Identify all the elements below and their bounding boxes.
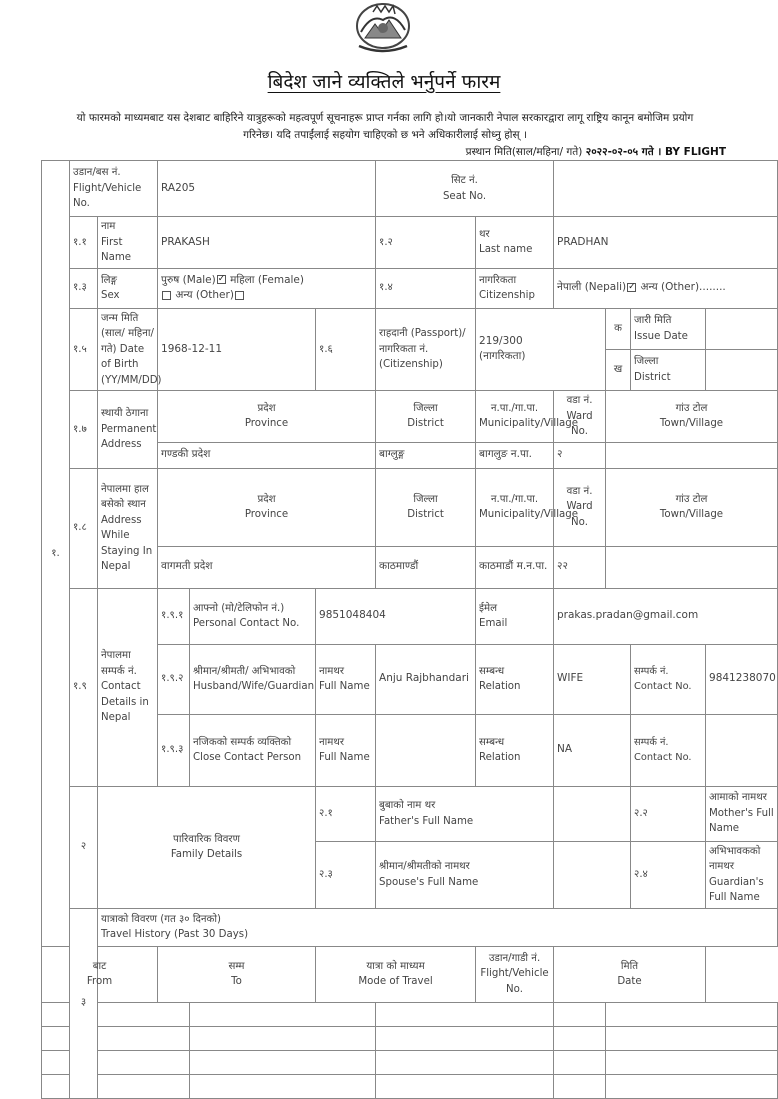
stay-town-value[interactable]: [606, 546, 778, 588]
perm-province-header: प्रदेश Province: [158, 391, 376, 443]
guardian-relation-label: सम्बन्ध Relation: [476, 644, 554, 714]
departure-date-line: [466, 145, 726, 159]
flight-label: उडान/बस नं. Flight/Vehicle No.: [70, 161, 158, 217]
other-sex-checkbox-2[interactable]: [235, 291, 244, 300]
other-sex-checkbox[interactable]: [162, 291, 171, 300]
stay-town-header: गांउ टोल Town/Village: [606, 468, 778, 546]
perm-municipality-header: न.पा./गा.पा. Municipality/Village: [476, 391, 554, 443]
close-contact-value[interactable]: [706, 714, 778, 786]
guardian-relation-value[interactable]: WIFE: [554, 644, 631, 714]
perm-ward-header: वडा नं. Ward No.: [554, 391, 606, 443]
perm-district-value[interactable]: बाग्लुङ्ग: [376, 442, 476, 468]
perm-town-value[interactable]: [606, 442, 778, 468]
travel-to-header: सम्म To: [158, 946, 316, 1002]
email-value[interactable]: prakas.pradan@gmail.com: [554, 588, 778, 644]
perm-district-header: जिल्ला District: [376, 391, 476, 443]
guardian-contact-value[interactable]: 9841238070: [706, 644, 778, 714]
personal-num: १.९.१: [158, 588, 190, 644]
travel-flight-cell[interactable]: [554, 1074, 606, 1098]
contact-num: १.९: [70, 588, 98, 786]
sex-options: पुरुष (Male)✓ महिला (Female) अन्य (Other): [158, 268, 376, 308]
contact-label: नेपालमा सम्पर्क नं. Contact Details in Nepal: [98, 588, 158, 786]
first-name-value[interactable]: PRAKASH: [158, 217, 376, 269]
close-num: १.९.३: [158, 714, 190, 786]
issue-date-label: जारी मिति Issue Date: [631, 308, 706, 349]
stay-district-header: जिल्ला District: [376, 468, 476, 546]
dob-num: १.५: [70, 308, 98, 391]
flight-value[interactable]: RA205: [158, 161, 376, 217]
perm-municipality-value[interactable]: बागलुङ न.पा.: [476, 442, 554, 468]
nepal-emblem-icon: [351, 2, 415, 54]
travel-row: [42, 1002, 778, 1026]
passport-num: १.६: [316, 308, 376, 391]
travel-to-cell[interactable]: [190, 1026, 376, 1050]
mother-num: २.२: [631, 786, 706, 841]
travel-date-cell[interactable]: [606, 1002, 778, 1026]
travel-mode-cell[interactable]: [376, 1002, 554, 1026]
close-label: नजिकको सम्पर्क व्यक्तिको Close Contact Person: [190, 714, 316, 786]
first-name-label: नाम First Name: [98, 217, 158, 269]
father-label: बुबाको नाम थर Father's Full Name: [376, 786, 554, 841]
stay-district-value[interactable]: काठमाण्डौं: [376, 546, 476, 588]
travel-flight-cell[interactable]: [554, 1002, 606, 1026]
personal-label: आफ्नो (मो/टेलिफोन नं.) Personal Contact No.: [190, 588, 316, 644]
mother-label: आमाको नामथर Mother's Full Name: [706, 786, 778, 841]
travel-date-cell[interactable]: [606, 1026, 778, 1050]
travel-from-cell[interactable]: [98, 1026, 190, 1050]
travel-mode-cell[interactable]: [376, 1074, 554, 1098]
travel-row: [42, 1026, 778, 1050]
intro-line-2: गरिनेछ। यदि तपाईंलाई सहयोग चाहिएको छ भने अधिकारीलाई सोध्नु होस् ।: [243, 129, 527, 141]
departure-date-value: २०२२-०२-०५ गते । BY FLIGHT: [585, 146, 726, 158]
family-details-label: पारिवारिक विवरण Family Details: [98, 786, 316, 908]
travel-row: [42, 1074, 778, 1098]
travel-mode-header: यात्रा को माध्यम Mode of Travel: [316, 946, 476, 1002]
travel-flight-header: उडान/गाडी नं. Flight/Vehicle No.: [476, 946, 554, 1002]
citizenship-label: नागरिकता Citizenship: [476, 268, 554, 308]
spouse-num: २.३: [316, 841, 376, 908]
travel-mode-cell[interactable]: [376, 1026, 554, 1050]
staying-label: नेपालमा हाल बसेको स्थान Address While Staying In Nepal: [98, 468, 158, 588]
guardian-family-num: २.४: [631, 841, 706, 908]
citizenship-num: १.४: [376, 268, 476, 308]
close-fullname-label: नामथर Full Name: [316, 714, 376, 786]
departure-form-table: [41, 160, 778, 1099]
last-name-label: थर Last name: [476, 217, 554, 269]
travel-history-title: यात्राको विवरण (गत ३० दिनको) Travel History (Past 30 Days): [98, 908, 778, 946]
spouse-label: श्रीमान/श्रीमतीको नामथर Spouse's Full Name: [376, 841, 554, 908]
staying-num: १.८: [70, 468, 98, 588]
perm-ward-value[interactable]: २: [554, 442, 606, 468]
last-name-value[interactable]: PRADHAN: [554, 217, 778, 269]
issue-kha: ख: [606, 349, 631, 390]
stay-municipality-value[interactable]: काठमाडौं म.न.पा.: [476, 546, 554, 588]
travel-to-cell[interactable]: [190, 1050, 376, 1074]
dob-value[interactable]: 1968-12-11: [158, 308, 316, 391]
form-title: बिदेश जाने व्यक्तिले भर्नुपर्ने फारम: [267, 71, 501, 93]
permanent-label: स्थायी ठेगाना Permanent Address: [98, 391, 158, 469]
close-contact-label: सम्पर्क नं. Contact No.: [631, 714, 706, 786]
travel-row: [42, 1050, 778, 1074]
issue-ka: क: [606, 308, 631, 349]
guardian-label: श्रीमान/श्रीमती/ अभिभावको Husband/Wife/Guardian: [190, 644, 316, 714]
guardian-fullname-label: नामथर Full Name: [316, 644, 376, 714]
close-name-value[interactable]: [376, 714, 476, 786]
dob-label: जन्म मिति (साल/ महिना/गते) Date of Birth (YY/MM/DD): [98, 308, 158, 391]
travel-from-cell[interactable]: [98, 1050, 190, 1074]
travel-from-cell[interactable]: [98, 1074, 190, 1098]
stay-province-value[interactable]: वागमती प्रदेश: [158, 546, 376, 588]
issue-district-label: जिल्ला District: [631, 349, 706, 390]
citizenship-options: नेपाली (Nepali)✓ अन्य (Other)........: [554, 268, 778, 308]
travel-mode-cell[interactable]: [376, 1050, 554, 1074]
sex-num: १.३: [70, 268, 98, 308]
close-relation-label: सम्बन्ध Relation: [476, 714, 554, 786]
guardian-contact-label: सम्पर्क नं. Contact No.: [631, 644, 706, 714]
guardian-num: १.९.२: [158, 644, 190, 714]
seat-label: सिट नं. Seat No.: [376, 161, 554, 217]
close-relation-value[interactable]: NA: [554, 714, 631, 786]
sex-label: लिङ्ग Sex: [98, 268, 158, 308]
departure-date-label: प्रस्थान मिति(साल/महिना/ गते): [465, 146, 583, 158]
stay-ward-value[interactable]: २२: [554, 546, 606, 588]
travel-to-cell[interactable]: [190, 1002, 376, 1026]
issue-district-value[interactable]: [706, 349, 778, 390]
male-checkbox[interactable]: [217, 275, 226, 284]
passport-label: राहदानी (Passport)/ नागरिकता नं. (Citizenship): [376, 308, 476, 391]
section-2-number: २: [70, 786, 98, 908]
email-label: ईमेल Email: [476, 588, 554, 644]
issue-date-value[interactable]: [706, 308, 778, 349]
travel-from-header: बाट From: [42, 946, 158, 1002]
perm-town-header: गांउ टोल Town/Village: [606, 391, 778, 443]
intro-text: [40, 110, 730, 144]
travel-date-header: मिति Date: [554, 946, 706, 1002]
guardian-name-value[interactable]: Anju Rajbhandari: [376, 644, 476, 714]
travel-from-cell[interactable]: [98, 1002, 190, 1026]
permanent-num: १.७: [70, 391, 98, 469]
personal-contact-value[interactable]: 9851048404: [316, 588, 476, 644]
father-num: २.१: [316, 786, 376, 841]
travel-to-cell[interactable]: [190, 1074, 376, 1098]
seat-value[interactable]: [554, 161, 778, 217]
travel-flight-cell[interactable]: [554, 1050, 606, 1074]
intro-line-1: यो फारमको माध्यमबाट यस देशबाट बाहिरिने यात्रुहरूको महत्वपूर्ण सूचनाहरू प्राप्त गर्नका लागि हो।यो जानकारी नेपाल सरकारद्वारा लागू राष्ट्रिय कानून बमोजिम प्रयोग: [76, 112, 694, 124]
guardian-family-label: अभिभावकको नामथर Guardian's Full Name: [706, 841, 778, 908]
travel-date-cell[interactable]: [606, 1050, 778, 1074]
first-name-num: १.१: [70, 217, 98, 269]
spouse-value[interactable]: [554, 841, 631, 908]
section-3-number: ३: [70, 908, 98, 1098]
father-value[interactable]: [554, 786, 631, 841]
nepali-checkbox[interactable]: [627, 283, 636, 292]
stay-province-header: प्रदेश Province: [158, 468, 376, 546]
section-1-number: १.: [42, 161, 70, 947]
travel-date-cell[interactable]: [606, 1074, 778, 1098]
last-name-num: १.२: [376, 217, 476, 269]
travel-flight-cell[interactable]: [554, 1026, 606, 1050]
perm-province-value[interactable]: गण्डकी प्रदेश: [158, 442, 376, 468]
stay-municipality-header: न.पा./गा.पा. Municipality/Village: [476, 468, 554, 546]
stay-ward-header: वडा नं. Ward No.: [554, 468, 606, 546]
passport-value[interactable]: 219/300 (नागरिकता): [476, 308, 606, 391]
